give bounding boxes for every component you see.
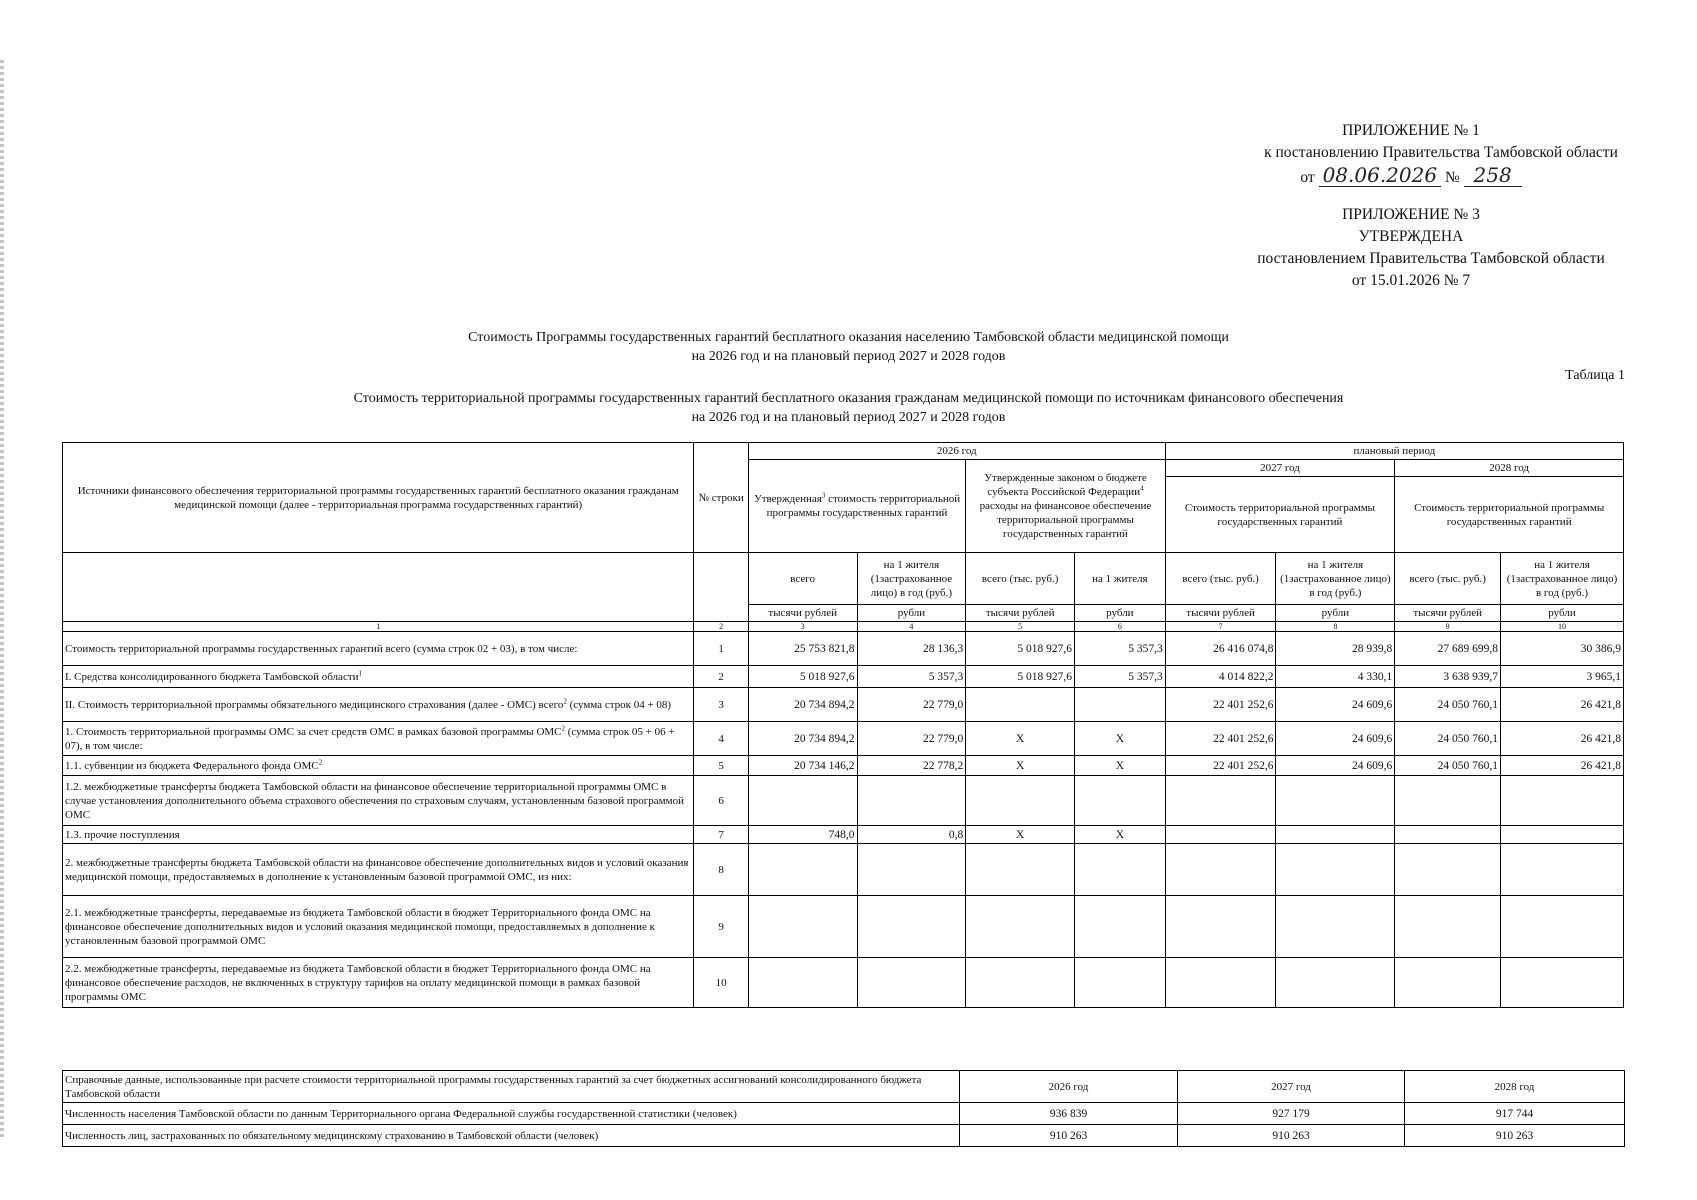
reference-label: Численность населения Тамбовской области по данным Территориального органа Федеральной службы государственной статистики (человек) xyxy=(63,1103,960,1125)
main-table xyxy=(62,442,1624,1008)
value-cell: 24 609,6 xyxy=(1276,722,1395,756)
program-title xyxy=(0,328,1697,366)
header-law-expenses: Утвержденные законом о бюджете субъекта Российской Федерации$^4$ расходы на финансовое обеспечение территориальной программы государственных гарантий xyxy=(966,460,1165,553)
table-row xyxy=(63,688,1624,722)
value-cell xyxy=(748,844,857,896)
unit-rub: рубли xyxy=(1501,605,1624,622)
appendix-1-no: № xyxy=(1444,169,1460,186)
value-cell xyxy=(1276,896,1395,958)
value-cell: X xyxy=(966,722,1075,756)
appendix-3-date: от 15.01.2026 № 7 xyxy=(1351,272,1471,289)
value-cell: X xyxy=(1075,722,1166,756)
table-row xyxy=(63,826,1624,844)
value-cell xyxy=(1501,958,1624,1008)
reference-year-2026: 2026 год xyxy=(960,1071,1178,1103)
value-cell xyxy=(1075,844,1166,896)
value-cell: 22 778,2 xyxy=(857,756,966,776)
reference-header: Справочные данные, использованные при расчете стоимости территориальной программы государственных гарантий за счет бюджетных ассигнований консолидированного бюджета Тамбовской области xyxy=(63,1071,960,1103)
value-cell: 5 357,3 xyxy=(1075,632,1166,666)
value-cell: 28 939,8 xyxy=(1276,632,1395,666)
appendix-3-block xyxy=(1201,204,1621,292)
value-cell: X xyxy=(966,826,1075,844)
reference-row xyxy=(63,1103,1625,1125)
table-row xyxy=(63,776,1624,826)
value-cell xyxy=(748,776,857,826)
value-cell xyxy=(1395,844,1501,896)
value-cell: X xyxy=(1075,826,1166,844)
appendix-1-block xyxy=(1201,120,1621,189)
value-cell xyxy=(1501,844,1624,896)
header-approved-cost: Утвержденная$^3$ стоимость территориальной программы государственных гарантий xyxy=(748,460,966,553)
value-cell: 5 357,3 xyxy=(1075,666,1166,688)
column-number: 6 xyxy=(1075,622,1166,632)
handwritten-number: 258 xyxy=(1464,164,1522,187)
reference-value: 927 179 xyxy=(1178,1103,1405,1125)
row-label: Стоимость территориальной программы государственных гарантий всего (сумма строк 02 + 03), в том числе: xyxy=(63,632,694,666)
column-number: 1 xyxy=(63,622,694,632)
row-label: 2. межбюджетные трансферты бюджета Тамбовской области на финансовое обеспечение дополнительных видов и условий оказания медицинской помощи, предоставляемых в дополнение к установленным базовой программой ОМС, из них: xyxy=(63,844,694,896)
appendix-3-line: постановлением Правительства Тамбовской области xyxy=(1257,250,1605,267)
reference-value: 910 263 xyxy=(960,1125,1178,1147)
unit-rub: рубли xyxy=(1276,605,1395,622)
appendix-1-from: от xyxy=(1300,169,1315,186)
scan-edge-artifact xyxy=(0,60,4,1140)
reference-label: Численность лиц, застрахованных по обязательному медицинскому страхованию в Тамбовской области (человек) xyxy=(63,1125,960,1147)
value-cell xyxy=(1395,958,1501,1008)
table-title xyxy=(0,389,1697,427)
value-cell: 24 609,6 xyxy=(1276,688,1395,722)
value-cell: 27 689 699,8 xyxy=(1395,632,1501,666)
reference-row xyxy=(63,1125,1625,1147)
unit-thousand: тысячи рублей xyxy=(1165,605,1276,622)
row-number: 9 xyxy=(694,896,748,958)
reference-year-2027: 2027 год xyxy=(1178,1071,1405,1103)
row-label: 1. Стоимость территориальной программы ОМС за счет средств ОМС в рамках базовой программы ОМС$^2$ (сумма строк 05 + 06 + 07), в том числе: xyxy=(63,722,694,756)
row-label: 2.2. межбюджетные трансферты, передаваемые из бюджета Тамбовской области в бюджет Территориального фонда ОМС на финансовое обеспечение расходов, не включенных в структуру тарифов на оплату медицинской помощи в рамках базовой программы ОМС xyxy=(63,958,694,1008)
header-spacer xyxy=(694,605,748,622)
value-cell xyxy=(1165,896,1276,958)
value-cell: 748,0 xyxy=(748,826,857,844)
value-cell xyxy=(966,958,1075,1008)
value-cell xyxy=(1075,896,1166,958)
table-row xyxy=(63,666,1624,688)
value-cell: X xyxy=(966,756,1075,776)
header-total: всего xyxy=(748,553,857,605)
value-cell: 25 753 821,8 xyxy=(748,632,857,666)
header-cost-2027: Стоимость территориальной программы государственных гарантий xyxy=(1165,477,1395,553)
value-cell: 0,8 xyxy=(857,826,966,844)
column-number: 7 xyxy=(1165,622,1276,632)
reference-value: 910 263 xyxy=(1405,1125,1625,1147)
value-cell xyxy=(1075,688,1166,722)
header-spacer xyxy=(63,605,694,622)
header-year-2027: 2027 год xyxy=(1165,460,1395,477)
value-cell: 20 734 894,2 xyxy=(748,688,857,722)
value-cell xyxy=(1395,776,1501,826)
header-spacer xyxy=(63,553,694,605)
value-cell: 5 018 927,6 xyxy=(966,632,1075,666)
unit-rub: рубли xyxy=(1075,605,1166,622)
table-row xyxy=(63,632,1624,666)
column-number: 4 xyxy=(857,622,966,632)
value-cell xyxy=(1501,776,1624,826)
reference-year-2028: 2028 год xyxy=(1405,1071,1625,1103)
column-number: 9 xyxy=(1395,622,1501,632)
value-cell: 28 136,3 xyxy=(857,632,966,666)
value-cell xyxy=(748,896,857,958)
header-total-thousand: всего (тыс. руб.) xyxy=(1395,553,1501,605)
value-cell xyxy=(1165,844,1276,896)
value-cell: 26 421,8 xyxy=(1501,756,1624,776)
row-number: 1 xyxy=(694,632,748,666)
header-total-thousand: всего (тыс. руб.) xyxy=(1165,553,1276,605)
row-number: 3 xyxy=(694,688,748,722)
value-cell: 26 416 074,8 xyxy=(1165,632,1276,666)
table-row xyxy=(63,958,1624,1008)
value-cell xyxy=(1395,826,1501,844)
program-title-line1: Стоимость Программы государственных гарантий бесплатного оказания населению Тамбовской области медицинской помощи xyxy=(468,330,1229,345)
row-number: 4 xyxy=(694,722,748,756)
value-cell: 3 638 939,7 xyxy=(1395,666,1501,688)
header-total-thousand: всего (тыс. руб.) xyxy=(966,553,1075,605)
value-cell: 4 330,1 xyxy=(1276,666,1395,688)
value-cell xyxy=(966,896,1075,958)
table-row xyxy=(63,896,1624,958)
value-cell xyxy=(857,958,966,1008)
row-label: 1.1. субвенции из бюджета Федерального фонда ОМС$^2$ xyxy=(63,756,694,776)
header-planning-period: плановый период xyxy=(1165,443,1623,460)
value-cell: 24 050 760,1 xyxy=(1395,688,1501,722)
value-cell xyxy=(1165,776,1276,826)
table-label: Таблица 1 xyxy=(1565,368,1625,383)
row-label: 1.3. прочие поступления xyxy=(63,826,694,844)
value-cell: 3 965,1 xyxy=(1501,666,1624,688)
table-title-line2: на 2026 год и на плановый период 2027 и 2028 годов xyxy=(691,410,1006,425)
value-cell: 20 734 894,2 xyxy=(748,722,857,756)
value-cell: 22 401 252,6 xyxy=(1165,722,1276,756)
column-number: 10 xyxy=(1501,622,1624,632)
reference-table xyxy=(62,1070,1625,1147)
value-cell: 4 014 822,2 xyxy=(1165,666,1276,688)
value-cell: 30 386,9 xyxy=(1501,632,1624,666)
header-year-2026: 2026 год xyxy=(748,443,1165,460)
row-label: 2.1. межбюджетные трансферты, передаваемые из бюджета Тамбовской области в бюджет Территориального фонда ОМС на финансовое обеспечение дополнительных видов и условий оказания медицинской помощи, предоставляемых в дополнение к установленным базовой программой ОМС xyxy=(63,896,694,958)
value-cell xyxy=(857,896,966,958)
value-cell: 24 050 760,1 xyxy=(1395,722,1501,756)
row-number: 7 xyxy=(694,826,748,844)
row-label: II. Стоимость территориальной программы обязательного медицинского страхования (далее - ОМС) всего$^2$ (сумма строк 04 + 08) xyxy=(63,688,694,722)
value-cell xyxy=(1501,826,1624,844)
header-spacer xyxy=(694,553,748,605)
value-cell: 5 357,3 xyxy=(857,666,966,688)
value-cell: 5 018 927,6 xyxy=(748,666,857,688)
value-cell: 22 779,0 xyxy=(857,722,966,756)
header-per-insured: на 1 жителя (1застрахованное лицо) в год (руб.) xyxy=(1501,553,1624,605)
appendix-3-title: ПРИЛОЖЕНИЕ № 3 xyxy=(1342,206,1480,223)
appendix-1-title: ПРИЛОЖЕНИЕ № 1 xyxy=(1342,122,1480,139)
table-row xyxy=(63,844,1624,896)
table-title-line1: Стоимость территориальной программы государственных гарантий бесплатного оказания гражданам медицинской помощи по источникам финансового обеспечения xyxy=(353,391,1344,406)
value-cell xyxy=(1501,896,1624,958)
value-cell xyxy=(1276,844,1395,896)
value-cell xyxy=(1395,896,1501,958)
program-title-line2: на 2026 год и на плановый период 2027 и 2028 годов xyxy=(691,349,1006,364)
unit-thousand: тысячи рублей xyxy=(966,605,1075,622)
value-cell xyxy=(1276,776,1395,826)
row-number: 2 xyxy=(694,666,748,688)
column-number: 2 xyxy=(694,622,748,632)
column-number: 5 xyxy=(966,622,1075,632)
header-per-resident: на 1 жителя xyxy=(1075,553,1166,605)
value-cell xyxy=(857,776,966,826)
reference-value: 910 263 xyxy=(1178,1125,1405,1147)
column-number: 3 xyxy=(748,622,857,632)
value-cell xyxy=(1075,958,1166,1008)
value-cell: 5 018 927,6 xyxy=(966,666,1075,688)
handwritten-date: 08.06.2026 xyxy=(1319,164,1442,187)
value-cell: 22 401 252,6 xyxy=(1165,756,1276,776)
value-cell xyxy=(966,844,1075,896)
value-cell: 26 421,8 xyxy=(1501,688,1624,722)
appendix-1-line: к постановлению Правительства Тамбовской области xyxy=(1264,144,1618,161)
value-cell xyxy=(748,958,857,1008)
value-cell: 24 050 760,1 xyxy=(1395,756,1501,776)
value-cell xyxy=(966,688,1075,722)
value-cell: 20 734 146,2 xyxy=(748,756,857,776)
header-cost-2028: Стоимость территориальной программы государственных гарантий xyxy=(1395,477,1624,553)
header-row-number: № строки xyxy=(694,443,748,553)
header-per-insured: на 1 жителя (1застрахованное лицо) в год (руб.) xyxy=(1276,553,1395,605)
reference-value: 936 839 xyxy=(960,1103,1178,1125)
row-number: 10 xyxy=(694,958,748,1008)
appendix-1-date-line xyxy=(1201,164,1621,189)
value-cell: 22 779,0 xyxy=(857,688,966,722)
value-cell xyxy=(1165,826,1276,844)
value-cell xyxy=(1075,776,1166,826)
value-cell xyxy=(857,844,966,896)
unit-thousand: тысячи рублей xyxy=(748,605,857,622)
row-number: 8 xyxy=(694,844,748,896)
reference-value: 917 744 xyxy=(1405,1103,1625,1125)
row-label: I. Средства консолидированного бюджета Тамбовской области$^1$ xyxy=(63,666,694,688)
value-cell xyxy=(1276,826,1395,844)
unit-thousand: тысячи рублей xyxy=(1395,605,1501,622)
value-cell: 22 401 252,6 xyxy=(1165,688,1276,722)
value-cell xyxy=(1276,958,1395,1008)
value-cell: 24 609,6 xyxy=(1276,756,1395,776)
table-row xyxy=(63,756,1624,776)
column-number: 8 xyxy=(1276,622,1395,632)
value-cell: X xyxy=(1075,756,1166,776)
value-cell xyxy=(1165,958,1276,1008)
value-cell: 26 421,8 xyxy=(1501,722,1624,756)
value-cell xyxy=(966,776,1075,826)
row-number: 6 xyxy=(694,776,748,826)
header-sources: Источники финансового обеспечения территориальной программы государственных гарантий бесплатного оказания гражданам медицинской помощи (далее - территориальная программа государственных гарантий) xyxy=(63,443,694,553)
header-per-insured: на 1 жителя (1застрахованное лицо) в год (руб.) xyxy=(857,553,966,605)
header-year-2028: 2028 год xyxy=(1395,460,1624,477)
row-number: 5 xyxy=(694,756,748,776)
unit-rub: рубли xyxy=(857,605,966,622)
table-row xyxy=(63,722,1624,756)
appendix-3-approved: УТВЕРЖДЕНА xyxy=(1358,228,1464,245)
row-label: 1.2. межбюджетные трансферты бюджета Тамбовской области на финансовое обеспечение территориальной программы ОМС в случае установления дополнительного объема страхового обеспечения по страховым случаям, установленным базовой программой ОМС xyxy=(63,776,694,826)
